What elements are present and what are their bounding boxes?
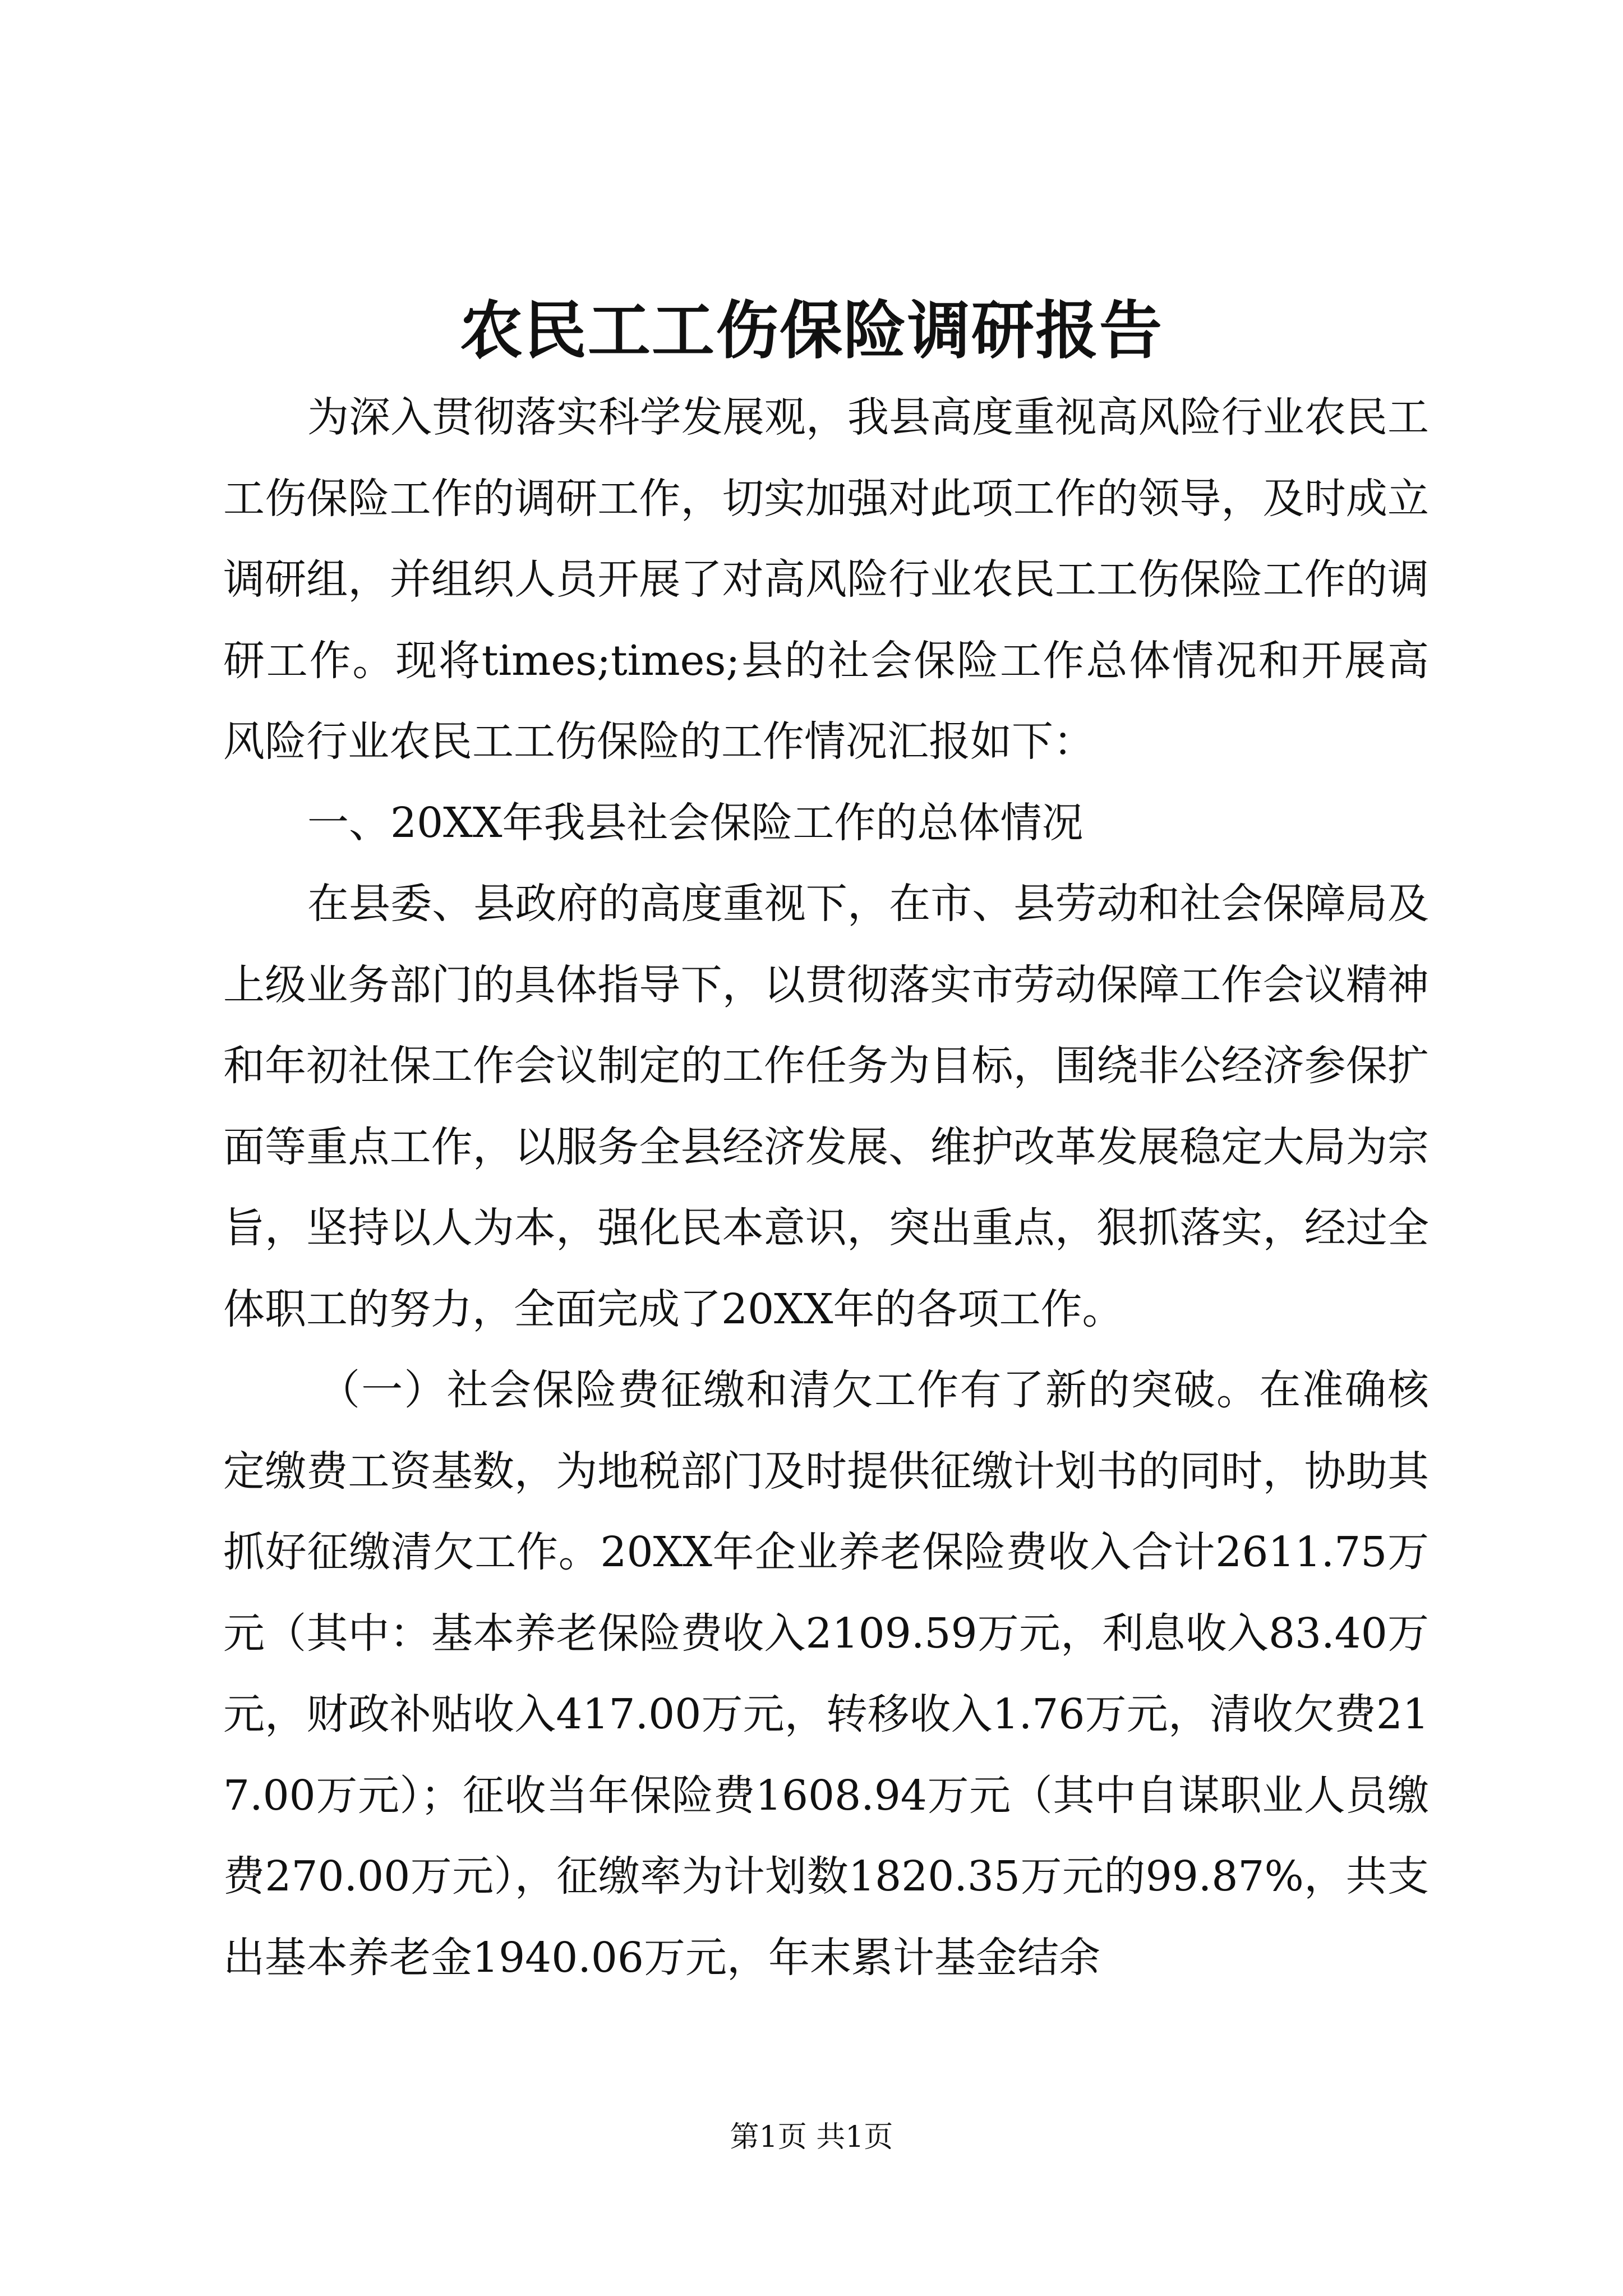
document-body	[223, 377, 1429, 1998]
paragraph-intro: 为深入贯彻落实科学发展观，我县高度重视高风险行业农民工工伤保险工作的调研工作，切实加强对此项工作的领导，及时成立调研组，并组织人员开展了对高风险行业农民工工伤保险工作的调研工作。现将times;times;县的社会保险工作总体情况和开展高风险行业农民工工伤保险的工作情况汇报如下：	[223, 393, 1429, 766]
section-heading: 一、20XX年我县社会保险工作的总体情况	[307, 798, 1083, 847]
document-title: 农民工工伤保险调研报告	[460, 294, 1163, 367]
paragraph-overview: 在县委、县政府的高度重视下，在市、县劳动和社会保障局及上级业务部门的具体指导下，以贯彻落实市劳动保障工作会议精神和年初社保工作会议制定的工作任务为目标，围绕非公经济参保扩面等重点工作，以服务全县经济发展、维护改革发展稳定大局为宗旨，坚持以人为本，强化民本意识，突出重点，狠抓落实，经过全体职工的努力，全面完成了20XX年的各项工作。	[223, 880, 1429, 1333]
page-footer: 第1页 共1页	[730, 2120, 893, 2154]
paragraph-subsection-1: （一）社会保险费征缴和清欠工作有了新的突破。在准确核定缴费工资基数，为地税部门及时提供征缴计划书的同时，协助其抓好征缴清欠工作。20XX年企业养老保险费收入合计2611.75万元（其中：基本养老保险费收入2109.59万元，利息收入83.40万元，财政补贴收入417.00万元，转移收入1.76万元，清收欠费217.00万元）；征收当年保险费1608.94万元（其中自谋职业人员缴费270.00万元），征缴率为计划数1820.35万元的99.87%，共支出基本养老金1940.06万元，年末累计基金结余	[223, 1366, 1429, 1982]
